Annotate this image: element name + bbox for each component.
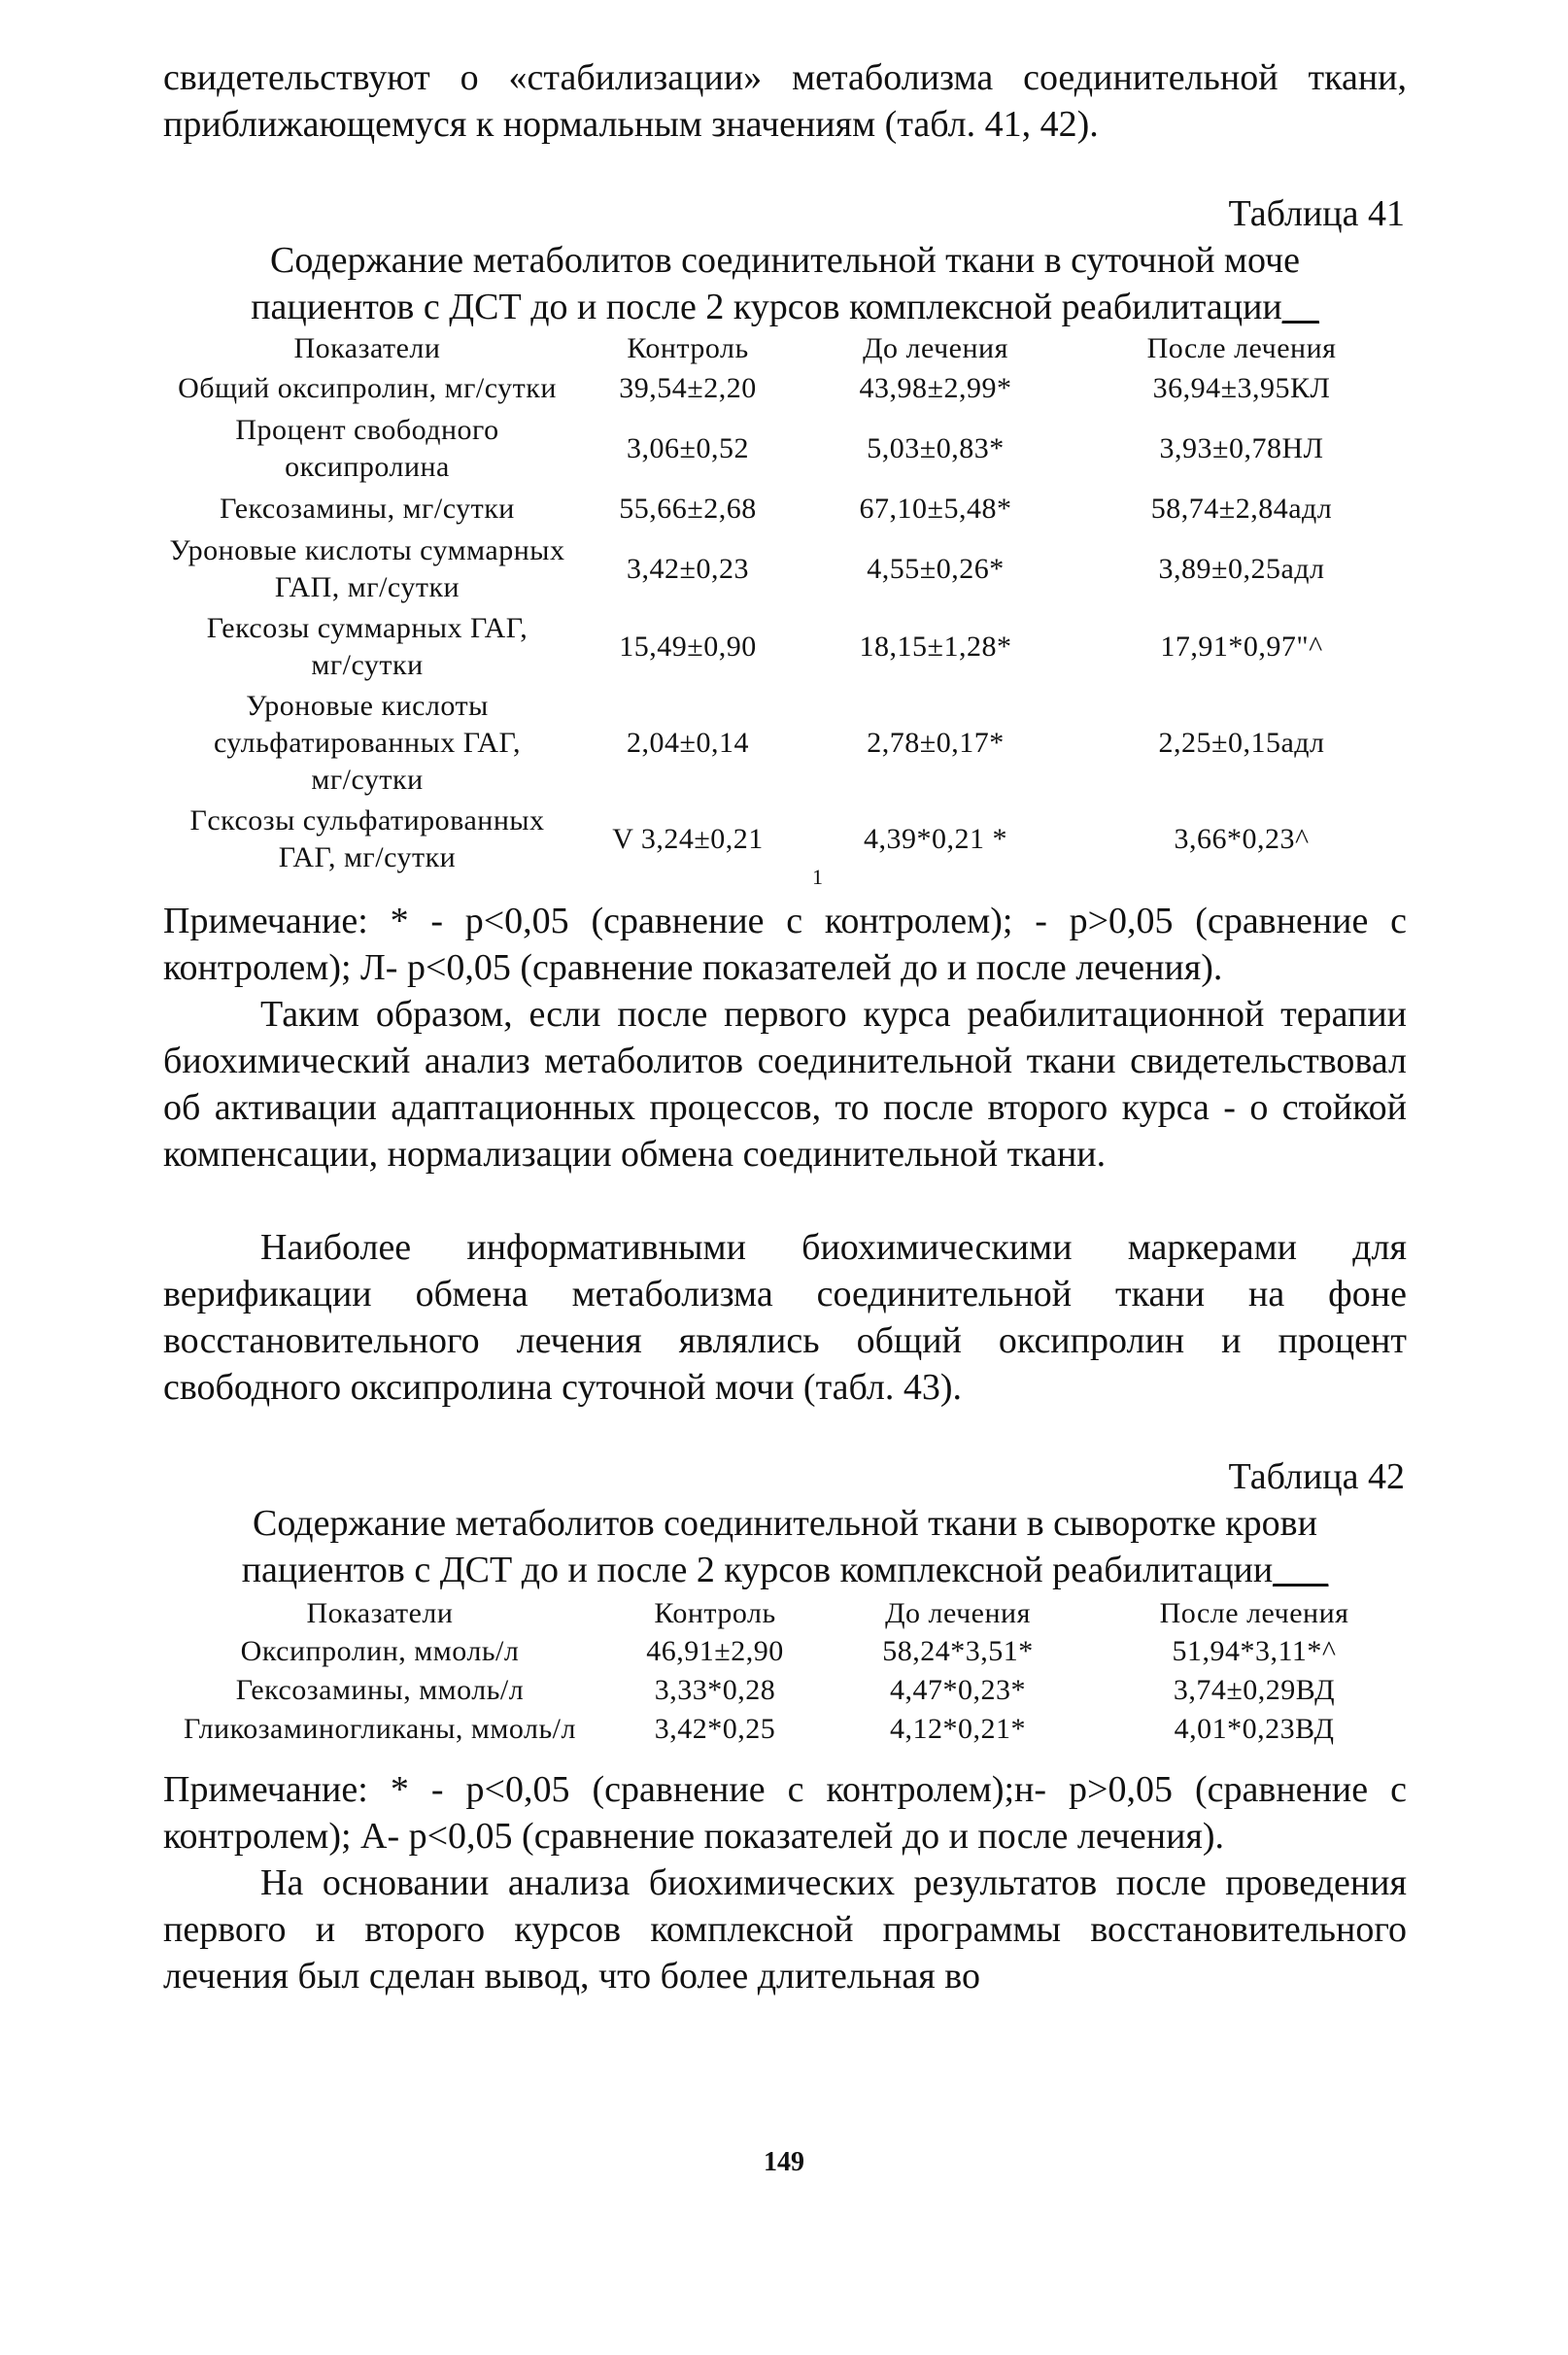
paragraph-conclusion-1: Таким образом, если после первого курса реабилитационной терапии биохимический анализ метаболитов соединительной ткани свидетельствовал об активации адаптационных процессов, то после второго курса - о стойкой компенсации, нормализации обмена соединительной ткани. — [163, 994, 1407, 1175]
table-row — [163, 530, 1416, 608]
table41-note: Примечание: * - р<0,05 (сравнение с контролем); - р>0,05 (сравнение с контролем); Л- р<0,05 (сравнение показателей до и после лечения). — [163, 901, 1407, 988]
indicator-line: мг/сутки — [311, 764, 424, 796]
table-row — [163, 608, 1416, 686]
indicator-line: мг/сутки — [311, 649, 424, 681]
stray-mark: 1 — [812, 865, 824, 889]
control-cell: V 3,24±0,21 — [612, 823, 764, 855]
indicator-cell — [163, 608, 571, 686]
indicator-line: сульфатированных ГАГ, — [214, 727, 521, 759]
indicator-cell — [163, 410, 571, 488]
indicator-cell — [163, 367, 571, 410]
table41-caption-tail: __ — [1281, 287, 1319, 327]
before-cell: 18,15±1,28* — [859, 631, 1012, 663]
table42-header-row — [152, 1595, 1415, 1632]
table-row — [163, 367, 1416, 410]
after-cell: 58,74±2,84адл — [1150, 493, 1333, 525]
indicator-line: ГАП, мг/сутки — [274, 571, 460, 603]
indicator-line: Гсксозы сульфатированных — [189, 804, 545, 836]
table41-header-indicator: Показатели — [293, 332, 441, 364]
table41-header-before: До лечения — [863, 332, 1008, 364]
after-cell: 36,94±3,95КЛ — [1152, 372, 1331, 404]
table42-header-control: Контроль — [654, 1597, 776, 1629]
before-cell: 67,10±5,48* — [859, 493, 1012, 525]
indicator-line: Оксипролин, ммоль/л — [240, 1635, 520, 1667]
table42-number: Таблица 42 — [1228, 1456, 1405, 1497]
table42-caption-line2: пациентов с ДСТ до и после 2 курсов комплексной реабилитации — [241, 1550, 1274, 1590]
indicator-line: Гексозамины, мг/сутки — [220, 493, 515, 525]
after-cell: 3,93±0,78НЛ — [1159, 432, 1324, 464]
table42-header-after: После лечения — [1159, 1597, 1349, 1629]
control-cell: 3,42*0,25 — [654, 1713, 776, 1745]
control-cell: 46,91±2,90 — [646, 1635, 784, 1667]
paragraph-conclusion-2: Наиболее информативными биохимическими маркерами для верификации обмена метаболизма соединительной ткани на фоне восстановительного лечения являлись общий оксипролин и процент свободного оксипролина суточной мочи (табл. 43). — [163, 1227, 1407, 1408]
table-row — [163, 801, 1416, 878]
control-cell: 55,66±2,68 — [619, 493, 757, 525]
intro-paragraph: свидетельствуют о «стабилизации» метаболизма соединительной ткани, приближающемуся к нормальным значениям (табл. 41, 42). — [163, 57, 1407, 145]
table-row — [163, 410, 1416, 488]
paragraph-conclusion-3: На основании анализа биохимических результатов после проведения первого и второго курсов комплексной программы восстановительного лечения был сделан вывод, что более длительная во — [163, 1862, 1407, 1997]
indicator-cell — [152, 1632, 608, 1671]
indicator-cell — [152, 1710, 608, 1749]
control-cell: 15,49±0,90 — [619, 631, 757, 663]
indicator-line: Процент свободного — [235, 414, 499, 446]
table-row — [163, 686, 1416, 801]
indicator-line: Гексозамины, ммоль/л — [235, 1674, 525, 1706]
control-cell: 3,33*0,28 — [654, 1674, 776, 1706]
indicator-cell — [152, 1671, 608, 1710]
table42-caption — [163, 1500, 1407, 1593]
after-cell: 3,66*0,23^ — [1174, 823, 1310, 855]
indicator-line: Гексозы суммарных ГАГ, — [206, 612, 528, 644]
table42-header-indicator: Показатели — [306, 1597, 454, 1629]
table42-header-before: До лечения — [885, 1597, 1031, 1629]
indicator-cell — [163, 530, 571, 608]
indicator-cell — [163, 801, 571, 878]
before-cell: 4,55±0,26* — [867, 553, 1005, 585]
indicator-cell — [163, 488, 571, 530]
before-cell: 43,98±2,99* — [859, 372, 1012, 404]
before-cell: 5,03±0,83* — [867, 432, 1005, 464]
indicator-line: Общий оксипролин, мг/сутки — [178, 372, 557, 404]
table41 — [163, 330, 1416, 889]
before-cell: 4,12*0,21* — [890, 1713, 1026, 1745]
table41-caption — [163, 237, 1407, 330]
table41-caption-line1: Содержание метаболитов соединительной ткани в суточной моче — [270, 240, 1300, 281]
table41-header-row — [163, 330, 1416, 367]
table41-header-after: После лечения — [1146, 332, 1337, 364]
after-cell: 51,94*3,11*^ — [1172, 1635, 1337, 1667]
table42 — [152, 1595, 1415, 1749]
table42-note: Примечание: * - р<0,05 (сравнение с контролем);н- р>0,05 (сравнение с контролем); А- р<0,05 (сравнение показателей до и после лечения). — [163, 1769, 1407, 1857]
table42-caption-tail: ___ — [1273, 1550, 1329, 1590]
table-row — [152, 1671, 1415, 1710]
after-cell: 17,91*0,97"^ — [1160, 631, 1323, 663]
table-row — [152, 1632, 1415, 1671]
indicator-line: Уроновые кислоты суммарных — [169, 534, 565, 566]
table-row — [163, 488, 1416, 530]
table42-caption-line1: Содержание метаболитов соединительной ткани в сыворотке крови — [253, 1503, 1317, 1544]
page-number: 149 — [764, 2147, 804, 2177]
indicator-cell — [163, 686, 571, 801]
after-cell: 3,89±0,25адл — [1158, 553, 1325, 585]
control-cell: 3,06±0,52 — [627, 432, 749, 464]
table-row — [152, 1710, 1415, 1749]
after-cell: 2,25±0,15адл — [1158, 727, 1325, 759]
before-cell: 4,47*0,23* — [890, 1674, 1026, 1706]
control-cell: 2,04±0,14 — [627, 727, 749, 759]
control-cell: 39,54±2,20 — [619, 372, 757, 404]
before-cell: 2,78±0,17* — [867, 727, 1005, 759]
after-cell: 3,74±0,29ВД — [1173, 1674, 1336, 1706]
indicator-line: ГАГ, мг/сутки — [278, 841, 457, 873]
indicator-line: оксипролина — [285, 451, 450, 483]
indicator-line: Гликозаминогликаны, ммоль/л — [184, 1713, 576, 1745]
table41-caption-line2: пациентов с ДСТ до и после 2 курсов комплексной реабилитации — [251, 287, 1282, 327]
table41-header-control: Контроль — [627, 332, 749, 364]
before-cell: 58,24*3,51* — [882, 1635, 1034, 1667]
after-cell: 4,01*0,23ВД — [1174, 1713, 1335, 1745]
control-cell: 3,42±0,23 — [627, 553, 749, 585]
table41-number: Таблица 41 — [1228, 193, 1405, 234]
indicator-line: Уроновые кислоты — [246, 690, 489, 722]
before-cell: 4,39*0,21 * 1 — [812, 823, 1007, 889]
